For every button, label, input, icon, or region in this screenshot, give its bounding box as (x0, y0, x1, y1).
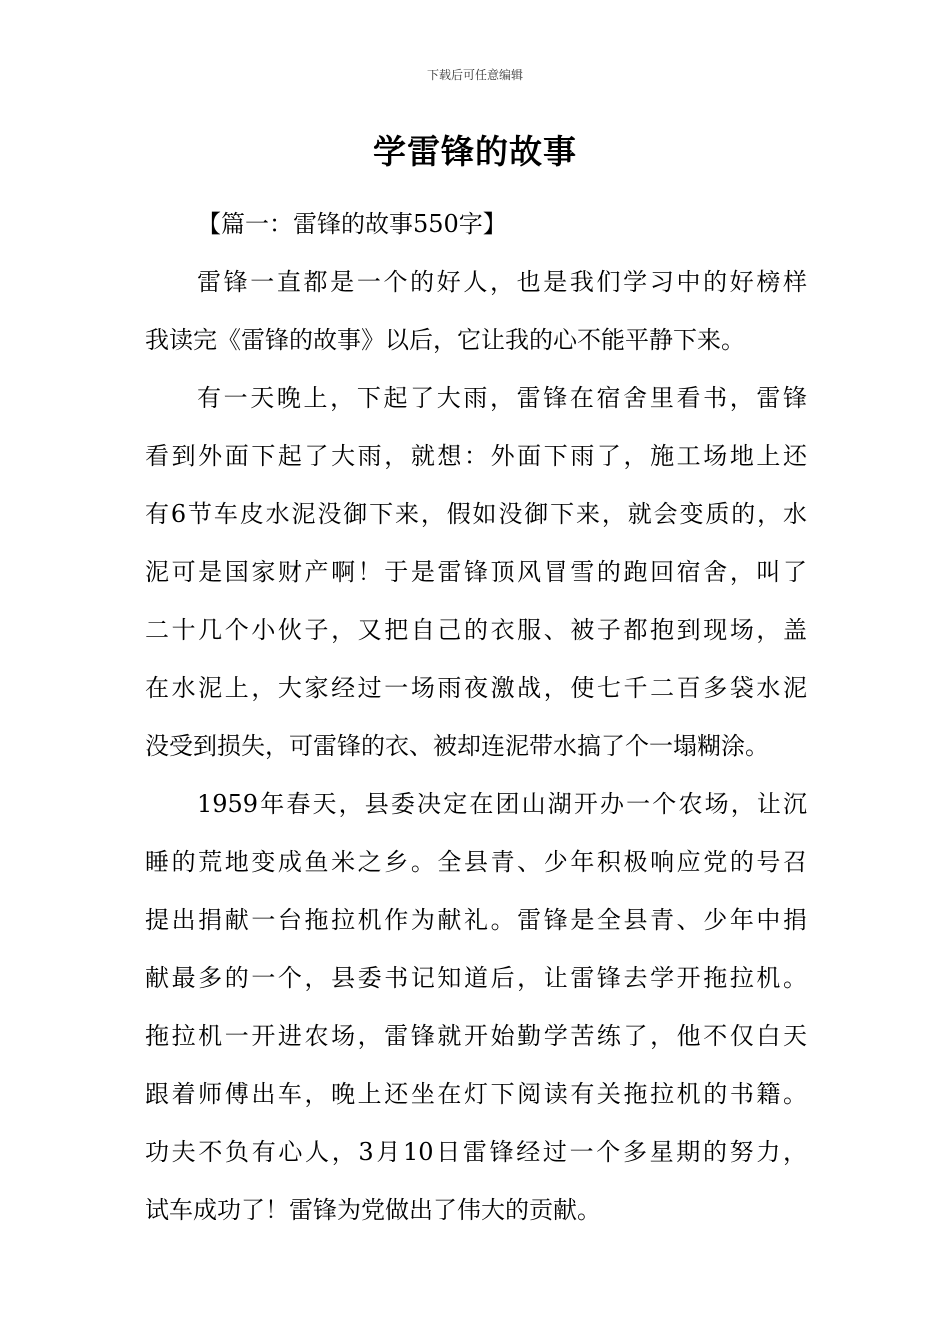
paragraph-3 (145, 775, 807, 1239)
paragraph-line: 看到外面下起了大雨，就想：外面下雨了，施工场地上还 (145, 442, 807, 470)
paragraph-line: 二十几个小伙子，又把自己的衣服、被子都抱到现场，盖 (145, 616, 807, 644)
paragraph-line: 睡的荒地变成鱼米之乡。全县青、少年积极响应党的号召 (145, 848, 807, 876)
paragraph-line: 1959年春天，县委决定在团山湖开办一个农场，让沉 (197, 790, 807, 818)
paragraph-line: 有6节车皮水泥没御下来，假如没御下来，就会变质的，水 (145, 500, 807, 528)
section-heading: 【篇一：雷锋的故事550字】 (197, 210, 507, 238)
paragraph-line: 雷锋一直都是一个的好人，也是我们学习中的好榜样 (197, 268, 807, 296)
paragraph-line: 拖拉机一开进农场，雷锋就开始勤学苦练了，他不仅白天 (145, 1022, 807, 1050)
paragraph-2 (145, 369, 807, 775)
paragraph-line: 献最多的一个，县委书记知道后，让雷锋去学开拖拉机。 (145, 964, 807, 992)
paragraph-line: 没受到损失，可雷锋的衣、被却连泥带水搞了个一塌糊涂。 (145, 732, 769, 760)
paragraph-line: 我读完《雷锋的故事》以后，它让我的心不能平静下来。 (145, 326, 745, 354)
paragraph-line: 试车成功了！雷锋为党做出了伟大的贡献。 (145, 1196, 601, 1224)
header-note: 下载后可任意编辑 (426, 68, 523, 82)
paragraph-line: 跟着师傅出车，晚上还坐在灯下阅读有关拖拉机的书籍。 (145, 1080, 807, 1108)
paragraph-line: 泥可是国家财产啊！于是雷锋顶风冒雪的跑回宿舍，叫了 (145, 558, 807, 586)
paragraph-1 (145, 253, 807, 369)
paragraph-line: 在水泥上，大家经过一场雨夜激战，使七千二百多袋水泥 (145, 674, 807, 702)
paragraph-line: 功夫不负有心人，3月10日雷锋经过一个多星期的努力， (145, 1138, 807, 1166)
document-body (145, 195, 807, 1239)
paragraph-line: 有一天晚上，下起了大雨，雷锋在宿舍里看书，雷锋 (197, 384, 807, 412)
document-title: 学雷锋的故事 (373, 132, 577, 171)
paragraph-line: 提出捐献一台拖拉机作为献礼。雷锋是全县青、少年中捐 (145, 906, 807, 934)
